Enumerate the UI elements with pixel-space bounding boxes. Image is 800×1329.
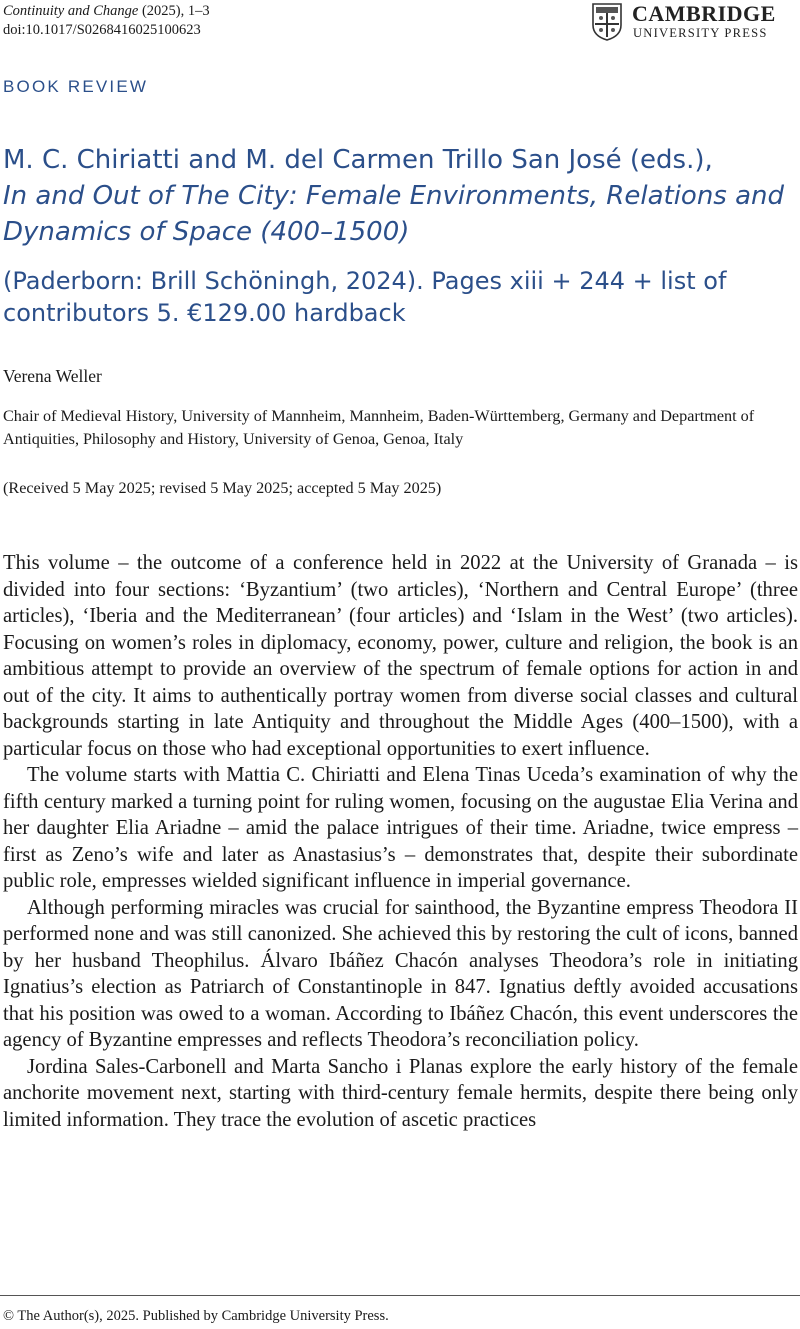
doi[interactable]: doi:10.1017/S0268416025100623 [3, 22, 201, 38]
section-label: BOOK REVIEW [3, 77, 149, 96]
journal-citation [3, 2, 210, 40]
paragraph: Jordina Sales-Carbonell and Marta Sancho i Planas explore the early history of the female anchorite movement next, starting with third-century female hermits, despite there being only limited information. They trace the evolution of ascetic practices [3, 1055, 798, 1131]
received-dates: (Received 5 May 2025; revised 5 May 2025; accepted 5 May 2025) [3, 479, 442, 497]
crest-icon [592, 3, 622, 41]
author-affiliation: Chair of Medieval History, University of Mannheim, Mannheim, Baden-Württemberg, Germany and Department of Antiquities, Philosophy and History, University of Genoa, Genoa, Italy [3, 407, 755, 448]
publisher-name: CAMBRIDGE [632, 1, 776, 26]
article-title [3, 142, 793, 250]
review-body [3, 550, 798, 1133]
paragraph: Although performing miracles was crucial for sainthood, the Byzantine empress Theodora II performed none and was still canonized. She achieved this by restoring the cult of icons, banned by her husband Theophilus. Álvaro Ibáñez Chacón analyses Theodora’s role in initiating Ignatius’s election as Patriarch of Constantinople in 847. Ignatius deftly avoided accusations that his position was owed to a woman. According to Ibáñez Chacón, this event underscores the agency of Byzantine empresses and reflects Theodora’s reconciliation policy. [3, 896, 798, 1051]
title-editors: M. C. Chiriatti and M. del Carmen Trillo San José (eds.), [3, 145, 713, 175]
copyright-footer: © The Author(s), 2025. Published by Cambridge University Press. [3, 1308, 389, 1324]
paragraph: The volume starts with Mattia C. Chiriatti and Elena Tinas Uceda’s examination of why the fifth century marked a turning point for ruling women, focusing on the augustae Elia Verina and her daughter Elia Ariadne – amid the palace intrigues of their time. Ariadne, twice empress – first as Zeno’s wife and later as Anastasius’s – demonstrates that, despite their subordinate public role, empresses wielded significant influence in imperial governance. [3, 764, 798, 892]
footer-divider [0, 1295, 800, 1296]
publisher-subname: UNIVERSITY PRESS [633, 26, 768, 40]
publisher-logo [592, 3, 792, 43]
paragraph: This volume – the outcome of a conference held in 2022 at the University of Granada – is divided into four sections: ‘Byzantium’ (two articles), ‘Northern and Central Europe’ (three articles), ‘Iberia and the Mediterranean’ (four articles) and ‘Islam in the West’ (two articles). Focusing on women’s roles in diplomacy, economy, power, culture and religion, the book is an ambitious attempt to provide an overview of the spectrum of female options for action in and out of the city. It aims to authentically portray women from diverse social classes and cultural backgrounds starting in late Antiquity and throughout the Middle Ages (400–1500), with a particular focus on those who had exceptional opportunities to exert influence. [3, 552, 798, 760]
publication-info: (Paderborn: Brill Schöningh, 2024). Pages xiii + 244 + list of contributors 5. €129.00 hardback [3, 267, 727, 327]
journal-volume: (2025), 1–3 [138, 3, 210, 19]
journal-name: Continuity and Change [3, 3, 139, 19]
author-name: Verena Weller [3, 366, 102, 386]
book-title: In and Out of The City: Female Environments, Relations and Dynamics of Space (400–1500) [3, 181, 785, 247]
